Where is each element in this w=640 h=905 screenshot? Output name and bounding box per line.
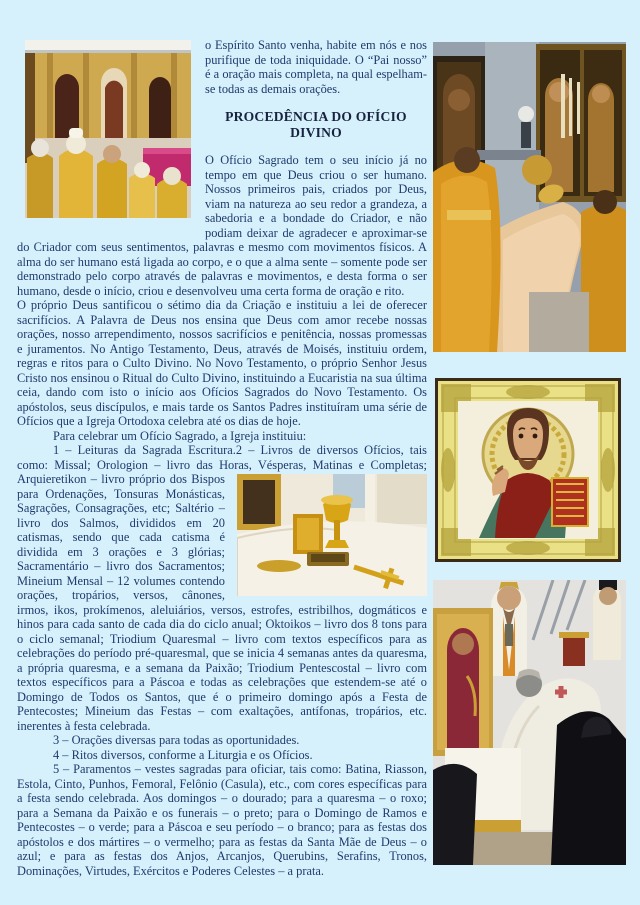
list-item-books-part2: Arquieretikon – livro próprio dos Bispos para Ordenações, Tonsuras Monásticas, Sagrações, Consagrações, etc; Saltério – livro dos Salmos, divididos em 20 catismas, sendo que cada catisma é dividida em 3 orações e 3 glórias; Sacramentário – livro dos Sacramentos; Mineium Mensal – 12 volumes contendo orações, tropários, versos, cânones, irmos, ikos, prokímenos, aleluiários, versos, estrofes, estribilhos, dogmáticos e hinos para cada santo de cada dia do ciclo anual; Oktoikos – livro dos 8 tons para o ciclo semanal; Triodium Quaresmal – livro com textos específicos para as celebrações do período pré-quaresmal, que se inicia 4 semanas antes da quaresma, a própria quaresma, e a semana da Paixão; Triodium Pentescostal – livro com textos específicos para a Páscoa e todas as celebrações que estendem-se até o Domingo de Todos os Santos, que é o primeiro domingo após a Festa de Pentecostes; Mineium das Festas – com exaltações, antífonas, tropários, etc. inerentes à festa celebrada.: [17, 472, 427, 733]
christ-icon: [435, 378, 626, 562]
intro-paragraph: o Espírito Santo venha, habite em nós e nos purifique de toda iniquidade. O “Pai nosso” é a oração mais completa, na qual espelham-se todas as demais orações.: [205, 38, 427, 96]
main-text-column: [17, 38, 427, 878]
paragraph-institute-lead: Para celebrar um Ofício Sagrado, a Igreja instituiu:: [53, 428, 307, 443]
image-rail: [433, 42, 626, 865]
list-item-rites: 4 – Ritos diversos, conforme a Liturgia e os Ofícios.: [53, 747, 313, 762]
list-item-books-part1: 1 – Leituras da Sagrada Escritura.2 – Livros de diversos Ofícios, tais como: Missal; Orologion – livro das Horas, Vésperas, Matinas e Completas;: [17, 443, 427, 472]
list-item-prayers: 3 – Orações diversas para todas as oportunidades.: [53, 733, 300, 747]
list-item-vestments: 5 – Paramentos – vestes sagradas para oficiar, tais como: Batina, Riasson, Estola, Cinto, Punhos, Femoral, Felônio (Casula), etc., com cores específicas para a festa sendo celebrada. Aos domingos – o dourado; para a quaresma – o roxo; para a Semana da Paixão e os funerais – o preto; para o Domingo de Ramos e Pentecostes – o verde; para a Páscoa e seu período – o branco; para as festas dos apóstolos e dos mártires – o vermelho; para as festas da Santa Mãe de Deus – o azul; e para as festas dos Anjos, Arcanjos, Querubins, Serafins, Tronos, Dominações, Virtudes, Exércitos e Poderes Celestes – a prata.: [17, 762, 427, 878]
section-heading: PROCEDÊNCIA DO OFÍCIO DIVINO: [225, 109, 407, 140]
priests-bowing-photo: [433, 42, 626, 352]
ordination-photo-art: [433, 580, 626, 865]
chalice-altar-photo-art: [237, 474, 427, 596]
clergy-gold-vestments-photo-art: [25, 40, 191, 218]
clergy-gold-vestments-photo: [25, 40, 191, 218]
rail-gap: [433, 562, 626, 580]
list-item-books: [17, 443, 427, 733]
priests-bowing-photo-art: [433, 42, 626, 352]
ordination-photo: [433, 580, 626, 865]
paragraph-origin-2: O próprio Deus santificou o sétimo dia da Criação e instituiu a lei de oferecer sacrifícios. A Palavra de Deus nos ensina que Deus com amor recebe nossas orações, nosso arrependimento, nossos sacrifícios e penitência, nossas promessas e juramentos. No Antigo Testamento, Deus, através de Moisés, instituiu ordem, regras e ritos para o Culto Divino. No Novo Testamento, o próprio Senhor Jesus Cristo nos ensinou o Ritual do Culto Divino, instituindo a Eucaristia na sua última ceia, dando com isto o início aos Ofícios Sagrados do Novo Testamento. Os apóstolos, seus discípulos, e mais tarde os Santos Padres instituíram uma série de Ofícios que a Igreja Ortodoxa celebra até os dias de hoje.: [17, 298, 427, 428]
chalice-altar-photo: [237, 474, 427, 596]
paragraph-origin-1: O Ofício Sagrado tem o seu início já no tempo em que Deus criou o ser humano. Nossos primeiros pais, criados por Deus, viam na natureza ao seu redor a grandeza, a sabedoria e a bondade do Criador, e não podiam deixar de agradecer e aproximar-se do Criador com seus sentimentos, palavras e mesmo com movimentos físicos. A alma do ser humano está ligada ao corpo, e o que a alma sente – somente pode ser demonstrado pelo corpo através de palavras e movimentos, e desta forma o ser humano, desde o início, criou e desenvolveu uma certa forma de oração e rito.: [17, 153, 427, 298]
rail-gap: [433, 352, 626, 378]
christ-icon-art: [435, 378, 621, 562]
